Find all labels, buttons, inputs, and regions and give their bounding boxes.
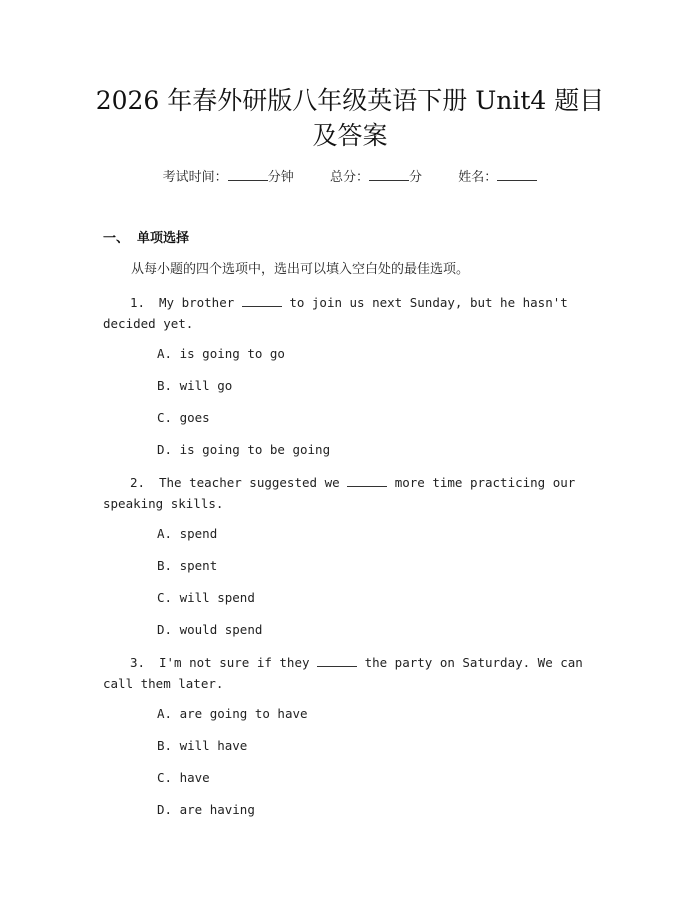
document-title-line-2: 及答案 [312, 121, 388, 150]
total-score-blank [369, 168, 409, 181]
document-title-line-1: 2026 年春外研版八年级英语下册 Unit4 题目 [95, 86, 605, 115]
option-text: are going to have [179, 706, 308, 721]
option-text: will go [179, 378, 233, 393]
option-text: would spend [179, 622, 263, 637]
exam-time-unit: 分钟 [267, 170, 294, 185]
option-text: are having [179, 802, 255, 817]
question-text-after-blank: the party on Saturday. We can call them later. [103, 655, 583, 691]
option-text: is going to be going [179, 442, 331, 457]
question-text-before-blank: My brother [159, 295, 235, 310]
question-1-option-b [157, 376, 232, 396]
question-3-option-d [157, 800, 255, 820]
option-text: have [179, 770, 210, 785]
option-letter: C. [157, 590, 173, 605]
exam-time-label: 考试时间： [162, 170, 228, 185]
option-text: will spend [179, 590, 255, 605]
exam-time-blank [228, 168, 268, 181]
question-number: 3. [130, 655, 146, 670]
question-text-after-blank: more time practicing our speaking skills. [103, 475, 576, 511]
option-letter: A. [157, 526, 173, 541]
question-3-option-b [157, 736, 247, 756]
question-1-option-a [157, 344, 285, 364]
option-text: goes [179, 410, 210, 425]
question-number: 1. [130, 295, 146, 310]
question-2-stem [103, 472, 598, 514]
question-text-before-blank: I'm not sure if they [159, 655, 310, 670]
question-number: 2. [130, 475, 146, 490]
question-text-before-blank: The teacher suggested we [159, 475, 340, 490]
option-letter: C. [157, 410, 173, 425]
option-letter: D. [157, 802, 173, 817]
question-1-option-c [157, 408, 210, 428]
question-2-option-c [157, 588, 255, 608]
total-score-unit: 分 [409, 170, 423, 185]
section-instruction: 从每小题的四个选项中，选出可以填入空白处的最佳选项。 [131, 262, 470, 277]
section-number: 一、 [103, 231, 130, 246]
answer-blank [347, 474, 387, 487]
student-name-label: 姓名： [458, 170, 498, 185]
question-2-option-d [157, 620, 262, 640]
question-2-option-a [157, 524, 217, 544]
section-title: 单项选择 [137, 231, 190, 246]
answer-blank [242, 294, 282, 307]
option-letter: C. [157, 770, 173, 785]
option-letter: D. [157, 622, 173, 637]
option-letter: D. [157, 442, 173, 457]
option-letter: B. [157, 378, 173, 393]
option-letter: A. [157, 706, 173, 721]
section-heading [103, 229, 189, 249]
total-score-label: 总分： [329, 170, 369, 185]
question-3-stem [103, 652, 598, 694]
option-text: will have [179, 738, 248, 753]
option-text: spend [179, 526, 218, 541]
question-2-option-b [157, 556, 217, 576]
question-3-option-a [157, 704, 308, 724]
question-1-option-d [157, 440, 330, 460]
option-text: is going to go [179, 346, 285, 361]
option-letter: B. [157, 738, 173, 753]
option-letter: A. [157, 346, 173, 361]
answer-blank [317, 654, 357, 667]
option-letter: B. [157, 558, 173, 573]
exam-info-bar [0, 168, 700, 188]
option-text: spent [179, 558, 218, 573]
question-3-option-c [157, 768, 210, 788]
question-1-stem [103, 292, 598, 334]
student-name-blank [497, 168, 537, 181]
question-text-after-blank: to join us next Sunday, but he hasn't decided yet. [103, 295, 568, 331]
